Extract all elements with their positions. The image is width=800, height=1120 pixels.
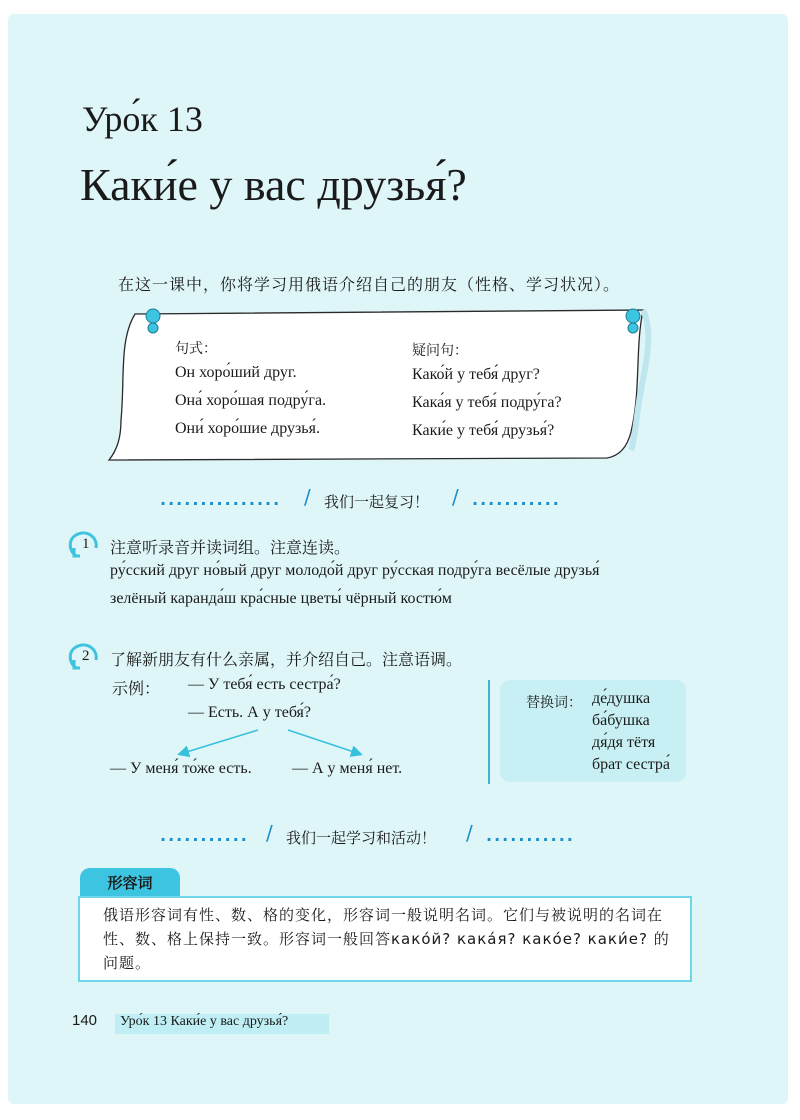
pattern-heading: 句式： [175,341,217,357]
section-learn-title: 我们一起学习和活动！ [286,829,437,847]
section-review-title: 我们一起复习！ [324,493,430,511]
substitute-3: дя́дя тётя [592,734,656,751]
question-heading: 疑问句： [412,343,468,359]
pattern-line-1: Он хоро́ший друг. [175,364,297,381]
slash-left-icon-2: / [266,821,273,845]
dialog-reply: — Есть. А у тебя́? [188,704,312,721]
answer-no: — А у меня́ нет. [292,760,403,777]
intro-text: 在这一课中，你将学习用俄语介绍自己的朋友（性格、学习状况）。 [118,275,621,294]
substitute-label: 替换词： [526,695,582,711]
substitute-1: де́душка [592,690,651,707]
example-label: 示例： [112,679,161,698]
section-review-dots-right: ........... [472,490,561,509]
branch-arrows [170,726,370,762]
question-line-3: Каки́е у тебя́ друзья́? [412,422,555,439]
task-2-instruction: 了解新朋友有什么亲属，并介绍自己。注意语调。 [110,650,463,669]
section-learn-dots-right: ........... [486,826,575,845]
pattern-line-3: Они́ хоро́шие друзья́. [175,420,320,437]
dialog-question: — У тебя́ есть сестра́? [188,676,341,693]
task-1-instruction: 注意听录音并读词组。注意连读。 [110,538,351,557]
pin-right-icon [626,309,640,333]
lesson-number: Уро́к 13 [82,99,203,139]
section-review-dots-left: ............... [160,490,282,509]
task-1-line-1: ру́сский друг но́вый друг молодо́й друг ру́сская подру́га весёлые друзья́ [110,562,600,579]
running-title: Уро́к 13 Каки́е у вас друзья́? [120,1014,289,1029]
question-line-1: Како́й у тебя́ друг? [412,366,540,383]
slash-right-icon-2: / [466,821,473,845]
arrow-left-icon [180,730,258,754]
slash-right-icon: / [452,485,459,509]
task-1-number: 1 [82,536,90,552]
page-number: 140 [72,1012,98,1029]
section-learn-dots-left: ........... [160,826,249,845]
arrow-right-icon [288,730,360,754]
pin-left-icon [146,309,160,333]
question-line-2: Кака́я у тебя́ подру́га? [412,394,562,411]
task-1-line-2: зелёный каранда́ш кра́сные цветы́ чёрный костю́м [110,590,452,607]
slash-left-icon: / [304,485,311,509]
answer-yes: — У меня́ то́же есть. [110,760,252,777]
task-2-number: 2 [82,648,90,664]
pattern-line-2: Она́ хоро́шая подру́га. [175,392,327,409]
lesson-title: Каки́е у вас друзья́? [80,159,467,210]
divider-line [488,680,490,784]
substitute-2: ба́бушка [592,712,650,729]
grammar-tag: 形容词 [80,868,180,896]
grammar-text: 俄语形容词有性、数、格的变化，形容词一般说明名词。它们与被说明的名词在性、数、格上保持一致。形容词一般回答како́й? кака́я? како́е? каки́е? 的问题。 [103,906,670,972]
substitute-4: брат сестра́ [592,756,671,773]
scroll-panel [95,300,655,470]
